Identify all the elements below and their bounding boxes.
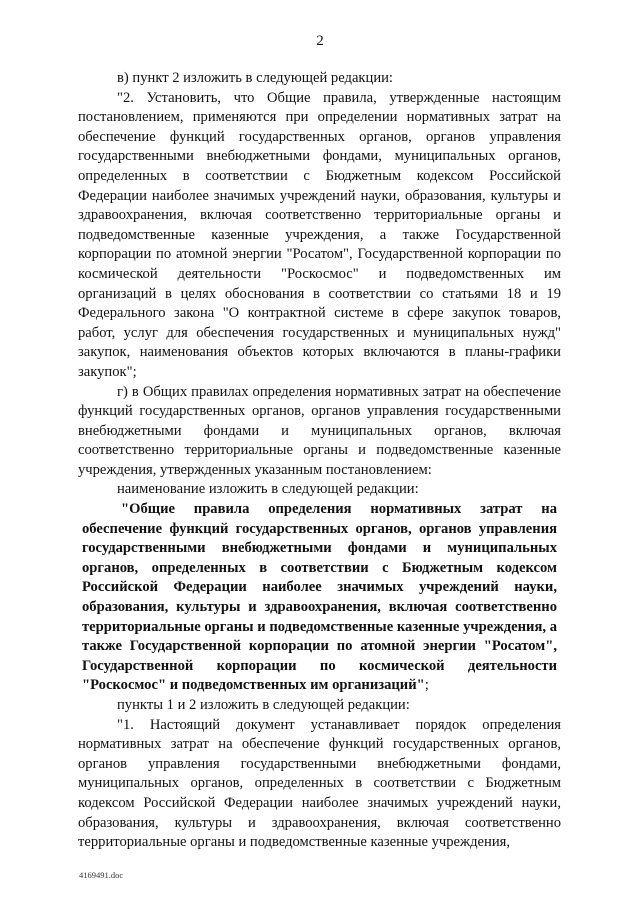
document-body [78, 69, 561, 853]
paragraph-points-intro: пункты 1 и 2 изложить в следующей редакции: [117, 697, 410, 713]
paragraph-item-g: г) в Общих правилах определения нормативных затрат на обеспечение функций государственных органов, органов управления государственными внебюджетными фондами и муниципальных органов, включая соответственно территориальные органы и подведомственные казенные учреждения, утвержденных указанным постановлением: [78, 383, 561, 478]
paragraph-title-intro: наименование изложить в следующей редакции: [117, 481, 419, 498]
paragraph-point-2: "2. Установить, что Общие правила, утвержденные настоящим постановлением, применяются при определении нормативных затрат на обеспечение функций государственных органов, органов управления государственными внебюджетными фондами, муниципальных органов, определенных в соответствии с Бюджетным кодексом Российской Федерации наиболее значимых учреждений науки, образования, культуры и здравоохранения, включая соответственно территориальные органы и подведомственные казенные учреждения, а также Государственной корпорации по атомной энергии "Росатом", Государственной корпорации по космической деятельности "Роскосмос" и подведомственных им организаций в целях обоснования в соответствии со статьями 18 и 19 Федерального закона "О контрактной системе в сфере закупок товаров, работ, услуг для обеспечения государственных и муниципальных нужд" закупок, наименования объектов которых включаются в планы-графики закупок"; [78, 89, 561, 380]
file-footer: 4169491.doc [79, 870, 124, 880]
paragraph-item-v: в) пункт 2 изложить в следующей редакции: [117, 70, 393, 86]
heading-text: "Общие правила определения нормативных затрат на обеспечение функций государственных органов, органов управления государственными внебюджетными фондами и муниципальных органов, определенных в соответствии с Бюджетным кодексом Российской Федерации наиболее значимых учреждений науки, образования, культуры и здравоохранения, включая соответственно территориальные органы и подведомственные казенные учреждения, а также Государственной корпорации по атомной энергии "Росатом", Государственной корпорации по космической деятельности "Роскосмос" и подведомственных им организаций" [82, 501, 557, 694]
heading-tail: ; [424, 677, 429, 694]
paragraph-point-1: "1. Настоящий документ устанавливает порядок определения нормативных затрат на обеспечение функций государственных органов, органов управления государственными внебюджетными фондами, муниципальных органов, определенных в соответствии с Бюджетным кодексом Российской Федерации наиболее значимых учреждений науки, образования, культуры и здравоохранения, включая соответственно территориальные органы и подведомственные казенные учреждения, [78, 716, 561, 851]
page-number: 2 [316, 33, 324, 49]
document-heading-block [78, 500, 561, 696]
